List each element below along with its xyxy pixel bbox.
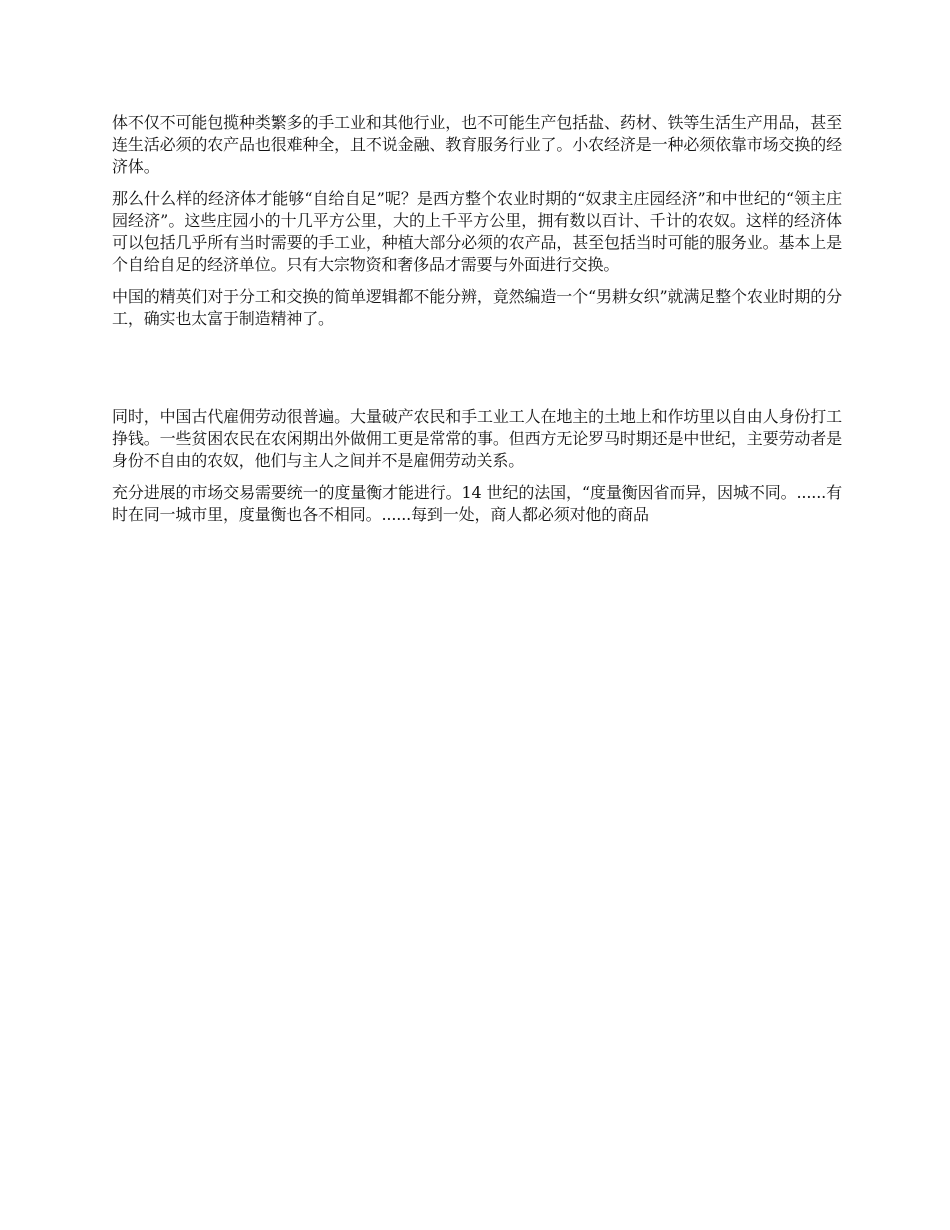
paragraph-gap bbox=[112, 472, 842, 482]
paragraph-gap bbox=[112, 178, 842, 188]
paragraph-1: 体不仅不可能包揽种类繁多的手工业和其他行业，也不可能生产包括盐、药材、铁等生活生产用品，甚至连生活必须的农产品也很难种全，且不说金融、教育服务行业了。小农经济是一种必须依靠市场交换的经济体。 bbox=[112, 113, 842, 176]
paragraph-2: 那么什么样的经济体才能够“自给自足”呢？是西方整个农业时期的“奴隶主庄园经济”和中世纪的“领主庄园经济”。这些庄园小的十几平方公里，大的上千平方公里，拥有数以百计、千计的农奴。这样的经济体可以包括几乎所有当时需要的手工业，种植大部分必须的农产品，甚至包括当时可能的服务业。基本上是个自给自足的经济单位。只有大宗物资和奢侈品才需要与外面进行交换。 bbox=[112, 189, 842, 274]
paragraph-3: 中国的精英们对于分工和交换的简单逻辑都不能分辨，竟然编造一个“男耕女织”就满足整个农业时期的分工，确实也太富于制造精神了。 bbox=[112, 287, 842, 328]
paragraph-gap bbox=[112, 276, 842, 286]
section-gap bbox=[112, 330, 842, 406]
document-body bbox=[112, 112, 842, 526]
paragraph-5: 充分进展的市场交易需要统一的度量衡才能进行。14 世纪的法国，“度量衡因省而异，因城不同。......有时在同一城市里，度量衡也各不相同。......每到一处，商人都必须对他的商品 bbox=[112, 483, 842, 524]
paragraph-4: 同时，中国古代雇佣劳动很普遍。大量破产农民和手工业工人在地主的土地上和作坊里以自由人身份打工挣钱。一些贫困农民在农闲期出外做佣工更是常常的事。但西方无论罗马时期还是中世纪，主要劳动者是身份不自由的农奴，他们与主人之间并不是雇佣劳动关系。 bbox=[112, 407, 842, 470]
